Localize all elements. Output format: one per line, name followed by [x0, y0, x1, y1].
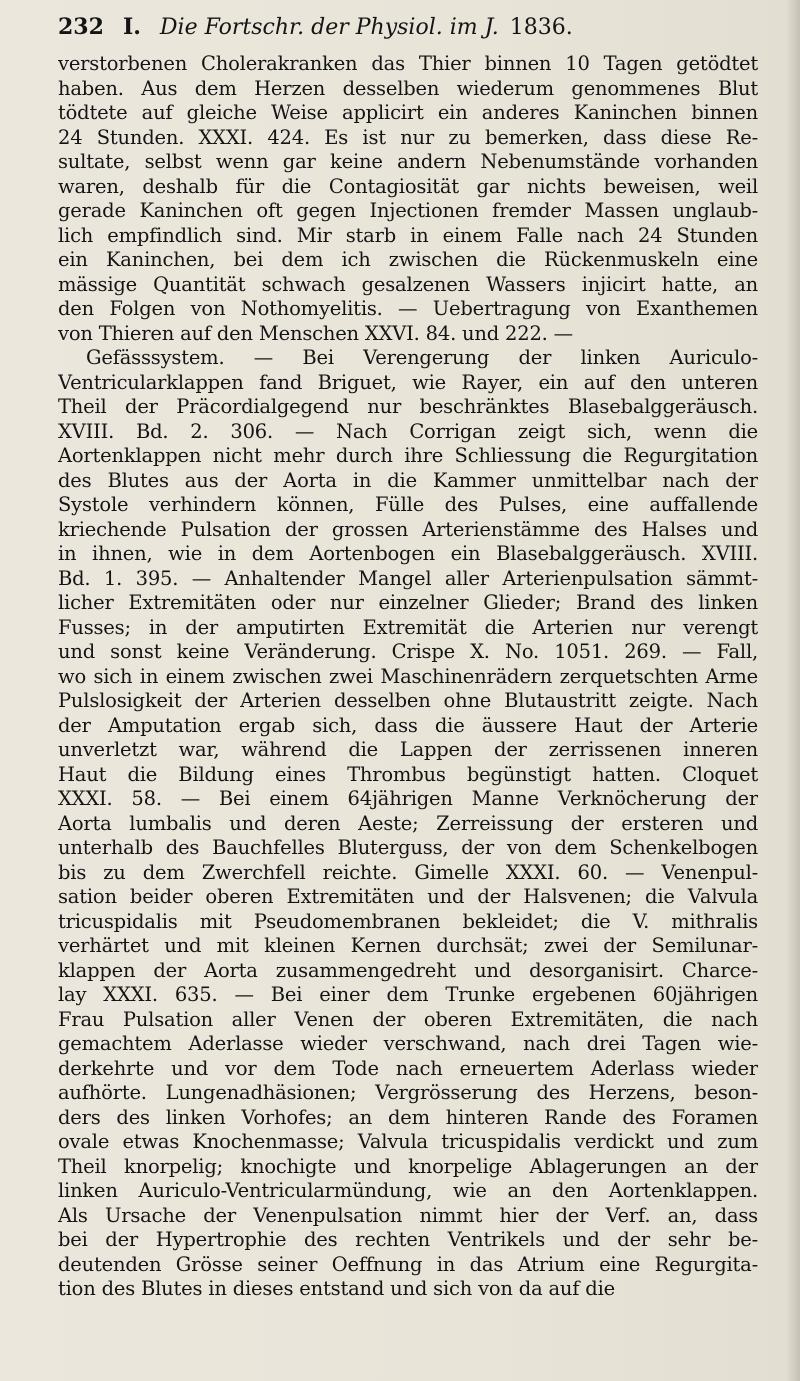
- text-line: des Blutes aus der Aorta in die Kammer unmittelbar nach der: [58, 468, 758, 492]
- text-line: Haut die Bildung eines Thrombus begünstigt hatten. Cloquet: [58, 762, 758, 786]
- text-line: Bd. 1. 395. — Anhaltender Mangel aller Arterienpulsation sämmt-: [58, 566, 758, 590]
- text-line: tricuspidalis mit Pseudomembranen bekleidet; die V. mithralis: [58, 909, 758, 933]
- chapter-number: I.: [122, 14, 141, 40]
- text-line: bis zu dem Zwerchfell reichte. Gimelle XXXI. 60. — Venenpul-: [58, 860, 758, 884]
- text-line: in ihnen, wie in dem Aortenbogen ein Blasebalggeräusch. XVIII.: [58, 542, 758, 565]
- text-line: aufhörte. Lungenadhäsionen; Vergrösserung des Herzens, beson-: [58, 1081, 758, 1104]
- text-line: XXXI. 58. — Bei einem 64jährigen Manne Verknöcherung der: [58, 787, 758, 810]
- text-line: Theil der Präcordialgegend nur beschränktes Blasebalggeräusch.: [58, 395, 758, 418]
- text-line: lay XXXI. 635. — Bei einer dem Trunke ergebenen 60jährigen: [58, 983, 758, 1006]
- text-line: deutenden Grösse seiner Oeffnung in das Atrium eine Regurgita-: [58, 1252, 758, 1276]
- text-line: tion des Blutes in dieses entstand und sich von da auf die: [58, 1277, 615, 1300]
- text-line: Gefässsystem. — Bei Verengerung der linken Auriculo-: [86, 346, 758, 369]
- running-year: 1836.: [509, 15, 573, 40]
- text-line: Pulslosigkeit der Arterien desselben ohne Blutaustritt zeigte. Nach: [58, 689, 758, 712]
- text-line: mässige Quantität schwach gesalzenen Wassers injicirt hatte, an: [58, 272, 758, 296]
- body-text: [58, 52, 758, 1352]
- text-line: ovale etwas Knochenmasse; Valvula tricuspidalis verdickt und zum: [58, 1130, 758, 1153]
- text-line: wo sich in einem zwischen zwei Maschinenrädern zerquetschten Arme: [58, 664, 758, 688]
- text-line: Als Ursache der Venenpulsation nimmt hier der Verf. an, dass: [58, 1203, 758, 1227]
- text-line: sultate, selbst wenn gar keine andern Nebenumstände vorhanden: [58, 150, 758, 173]
- text-line: linken Auriculo-Ventricularmündung, wie an den Aortenklappen.: [58, 1179, 758, 1202]
- text-line: ders des linken Vorhofes; an dem hinteren Rande des Foramen: [58, 1105, 758, 1129]
- text-line: XVIII. Bd. 2. 306. — Nach Corrigan zeigt sich, wenn die: [58, 419, 758, 443]
- text-line: Theil knorpelig; knochigte und knorpelige Ablagerungen an der: [58, 1154, 758, 1178]
- text-line: Ventricularklappen fand Briguet, wie Rayer, ein auf den unteren: [58, 370, 758, 394]
- text-line: unterhalb des Bauchfelles Bluterguss, der von dem Schenkelbogen: [58, 836, 758, 859]
- text-line: Aorta lumbalis und deren Aeste; Zerreissung der ersteren und: [58, 811, 758, 835]
- text-line: ein Kaninchen, bei dem ich zwischen die Rückenmuskeln eine: [58, 248, 758, 271]
- text-line: bei der Hypertrophie des rechten Ventrikels und der sehr be-: [58, 1228, 758, 1251]
- running-title: Die Fortschr. der Physiol. im J.: [159, 15, 499, 40]
- text-line: verhärtet und mit kleinen Kernen durchsät; zwei der Semilunar-: [58, 934, 758, 957]
- text-line: Systole verhindern können, Fülle des Pulses, eine auffallende: [58, 493, 758, 516]
- text-line: klappen der Aorta zusammengedreht und desorganisirt. Charce-: [58, 958, 758, 982]
- text-line: gerade Kaninchen oft gegen Injectionen fremder Massen unglaub-: [58, 199, 758, 222]
- text-line: haben. Aus dem Herzen desselben wiederum genommenes Blut: [58, 76, 758, 100]
- text-line: tödtete auf gleiche Weise applicirt ein anderes Kaninchen binnen: [58, 101, 758, 124]
- text-line: lich empfindlich sind. Mir starb in einem Falle nach 24 Stunden: [58, 223, 758, 247]
- text-line: unverletzt war, während die Lappen der zerrissenen inneren: [58, 738, 758, 761]
- text-line: Frau Pulsation aller Venen der oberen Extremitäten, die nach: [58, 1007, 758, 1031]
- page-number: 232: [58, 14, 104, 40]
- text-line: Fusses; in der amputirten Extremität die Arterien nur verengt: [58, 615, 758, 639]
- text-line: von Thieren auf den Menschen XXVI. 84. und 222. —: [58, 321, 573, 345]
- text-line: sation beider oberen Extremitäten und der Halsvenen; die Valvula: [58, 885, 758, 908]
- text-line: den Folgen von Nothomyelitis. — Uebertragung von Exanthemen: [58, 297, 758, 320]
- text-line: waren, deshalb für die Contagiosität gar nichts beweisen, weil: [58, 174, 758, 198]
- text-line: 24 Stunden. XXXI. 424. Es ist nur zu bemerken, dass diese Re-: [58, 125, 758, 149]
- page-edge-shadow: [786, 0, 800, 1381]
- text-line: verstorbenen Cholerakranken das Thier binnen 10 Tagen getödtet: [58, 52, 758, 75]
- text-line: und sonst keine Veränderung. Crispe X. No. 1051. 269. — Fall,: [58, 640, 758, 663]
- text-line: Aortenklappen nicht mehr durch ihre Schliessung die Regurgitation: [58, 444, 758, 467]
- text-line: der Amputation ergab sich, dass die äussere Haut der Arterie: [58, 713, 758, 737]
- text-line: derkehrte und vor dem Tode nach erneuertem Aderlass wieder: [58, 1056, 758, 1080]
- text-line: licher Extremitäten oder nur einzelner Glieder; Brand des linken: [58, 591, 758, 614]
- text-line: kriechende Pulsation der grossen Arterienstämme des Halses und: [58, 517, 758, 541]
- running-header: [58, 10, 758, 44]
- text-line: gemachtem Aderlasse wieder verschwand, nach drei Tagen wie-: [58, 1032, 758, 1055]
